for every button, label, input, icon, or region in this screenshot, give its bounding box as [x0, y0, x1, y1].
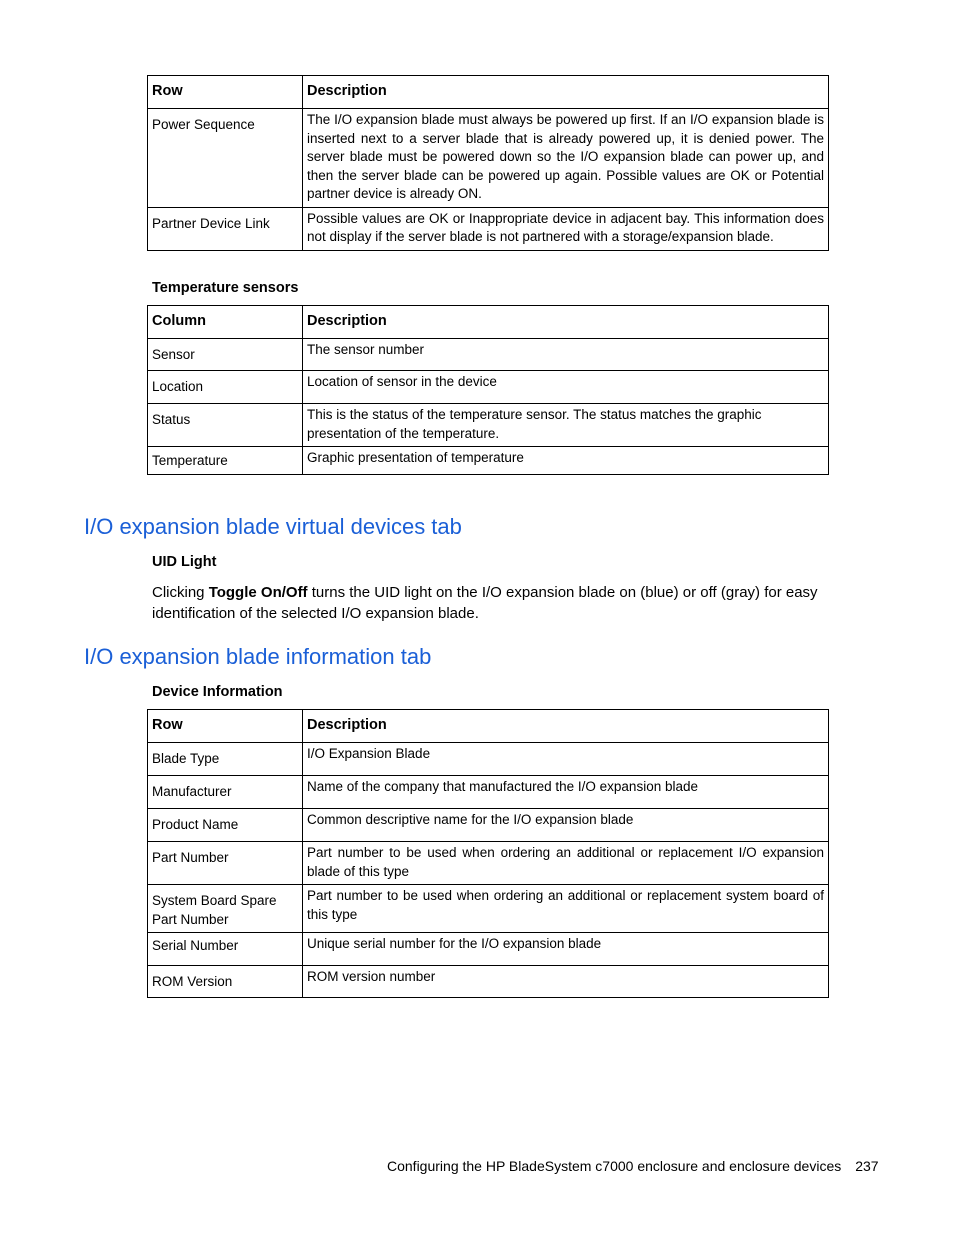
row-name: Sensor	[148, 339, 303, 371]
row-name: Serial Number	[148, 933, 303, 966]
row-name: Status	[148, 404, 303, 447]
table-header-row	[148, 306, 829, 339]
row-name: Manufacturer	[148, 776, 303, 809]
row-description: This is the status of the temperature sensor. The status matches the graphic presentation of the temperature.	[303, 404, 829, 447]
table-row	[148, 933, 829, 966]
table-row	[148, 776, 829, 809]
temperature-sensors-label: Temperature sensors	[152, 280, 299, 296]
row-description: Part number to be used when ordering an additional or replacement system board of this type	[303, 885, 829, 933]
column-header-column: Column	[148, 306, 303, 339]
table-header-row	[148, 710, 829, 743]
row-description: Unique serial number for the I/O expansion blade	[303, 933, 829, 966]
row-description: Possible values are OK or Inappropriate device in adjacent bay. This information does not display if the server blade is not partnered with a storage/expansion blade.	[303, 207, 829, 250]
device-information-table	[147, 709, 829, 998]
table-row	[148, 371, 829, 404]
row-description: Part number to be used when ordering an additional or replacement I/O expansion blade of this type	[303, 842, 829, 885]
uid-light-paragraph	[152, 582, 842, 624]
row-name: Blade Type	[148, 743, 303, 776]
row-description: ROM version number	[303, 966, 829, 998]
table-row	[148, 207, 829, 250]
row-description: Location of sensor in the device	[303, 371, 829, 404]
table-header-row	[148, 76, 829, 109]
row-description: I/O Expansion Blade	[303, 743, 829, 776]
table-row	[148, 885, 829, 933]
row-description: Common descriptive name for the I/O expansion blade	[303, 809, 829, 842]
row-description: The I/O expansion blade must always be powered up first. If an I/O expansion blade is inserted next to a server blade that is already powered up, it is denied power. The server blade must be powered down so the I/O expansion blade can power up, and then the server blade can be powered up again. Possible values are OK or Potential partner device is already ON.	[303, 109, 829, 208]
toggle-on-off-term: Toggle On/Off	[208, 584, 308, 601]
row-name: Part Number	[148, 842, 303, 885]
row-name: Location	[148, 371, 303, 404]
para-text-pre: Clicking	[152, 584, 209, 601]
table-row	[148, 966, 829, 998]
section-heading-information-tab: I/O expansion blade information tab	[84, 644, 432, 669]
para-text-post: turns the UID light on the I/O expansion blade on (blue) or off (gray) for easy identification of the selected I/O expansion blade.	[152, 584, 818, 622]
table-row	[148, 842, 829, 885]
row-name: Product Name	[148, 809, 303, 842]
table-row	[148, 404, 829, 447]
table-row	[148, 339, 829, 371]
column-header-row: Row	[148, 76, 303, 109]
temperature-table	[147, 305, 829, 475]
row-name: Power Sequence	[148, 109, 303, 208]
page-number: 237	[855, 1158, 879, 1174]
table-row	[148, 809, 829, 842]
row-name: Temperature	[148, 447, 303, 475]
row-description: Name of the company that manufactured the I/O expansion blade	[303, 776, 829, 809]
uid-light-label: UID Light	[152, 554, 217, 570]
device-information-label: Device Information	[152, 684, 283, 700]
row-description: Graphic presentation of temperature	[303, 447, 829, 475]
row-description: The sensor number	[303, 339, 829, 371]
column-header-description: Description	[303, 710, 829, 743]
row-name: ROM Version	[148, 966, 303, 998]
column-header-description: Description	[303, 76, 829, 109]
page-footer	[387, 1158, 879, 1174]
row-name: System Board Spare Part Number	[148, 885, 303, 933]
section-heading-virtual-devices: I/O expansion blade virtual devices tab	[84, 514, 462, 539]
column-header-row: Row	[148, 710, 303, 743]
table-row	[148, 109, 829, 208]
power-table	[147, 75, 829, 251]
column-header-description: Description	[303, 306, 829, 339]
table-row	[148, 743, 829, 776]
table-row	[148, 447, 829, 475]
row-name: Partner Device Link	[148, 207, 303, 250]
footer-text: Configuring the HP BladeSystem c7000 enclosure and enclosure devices	[387, 1158, 842, 1174]
